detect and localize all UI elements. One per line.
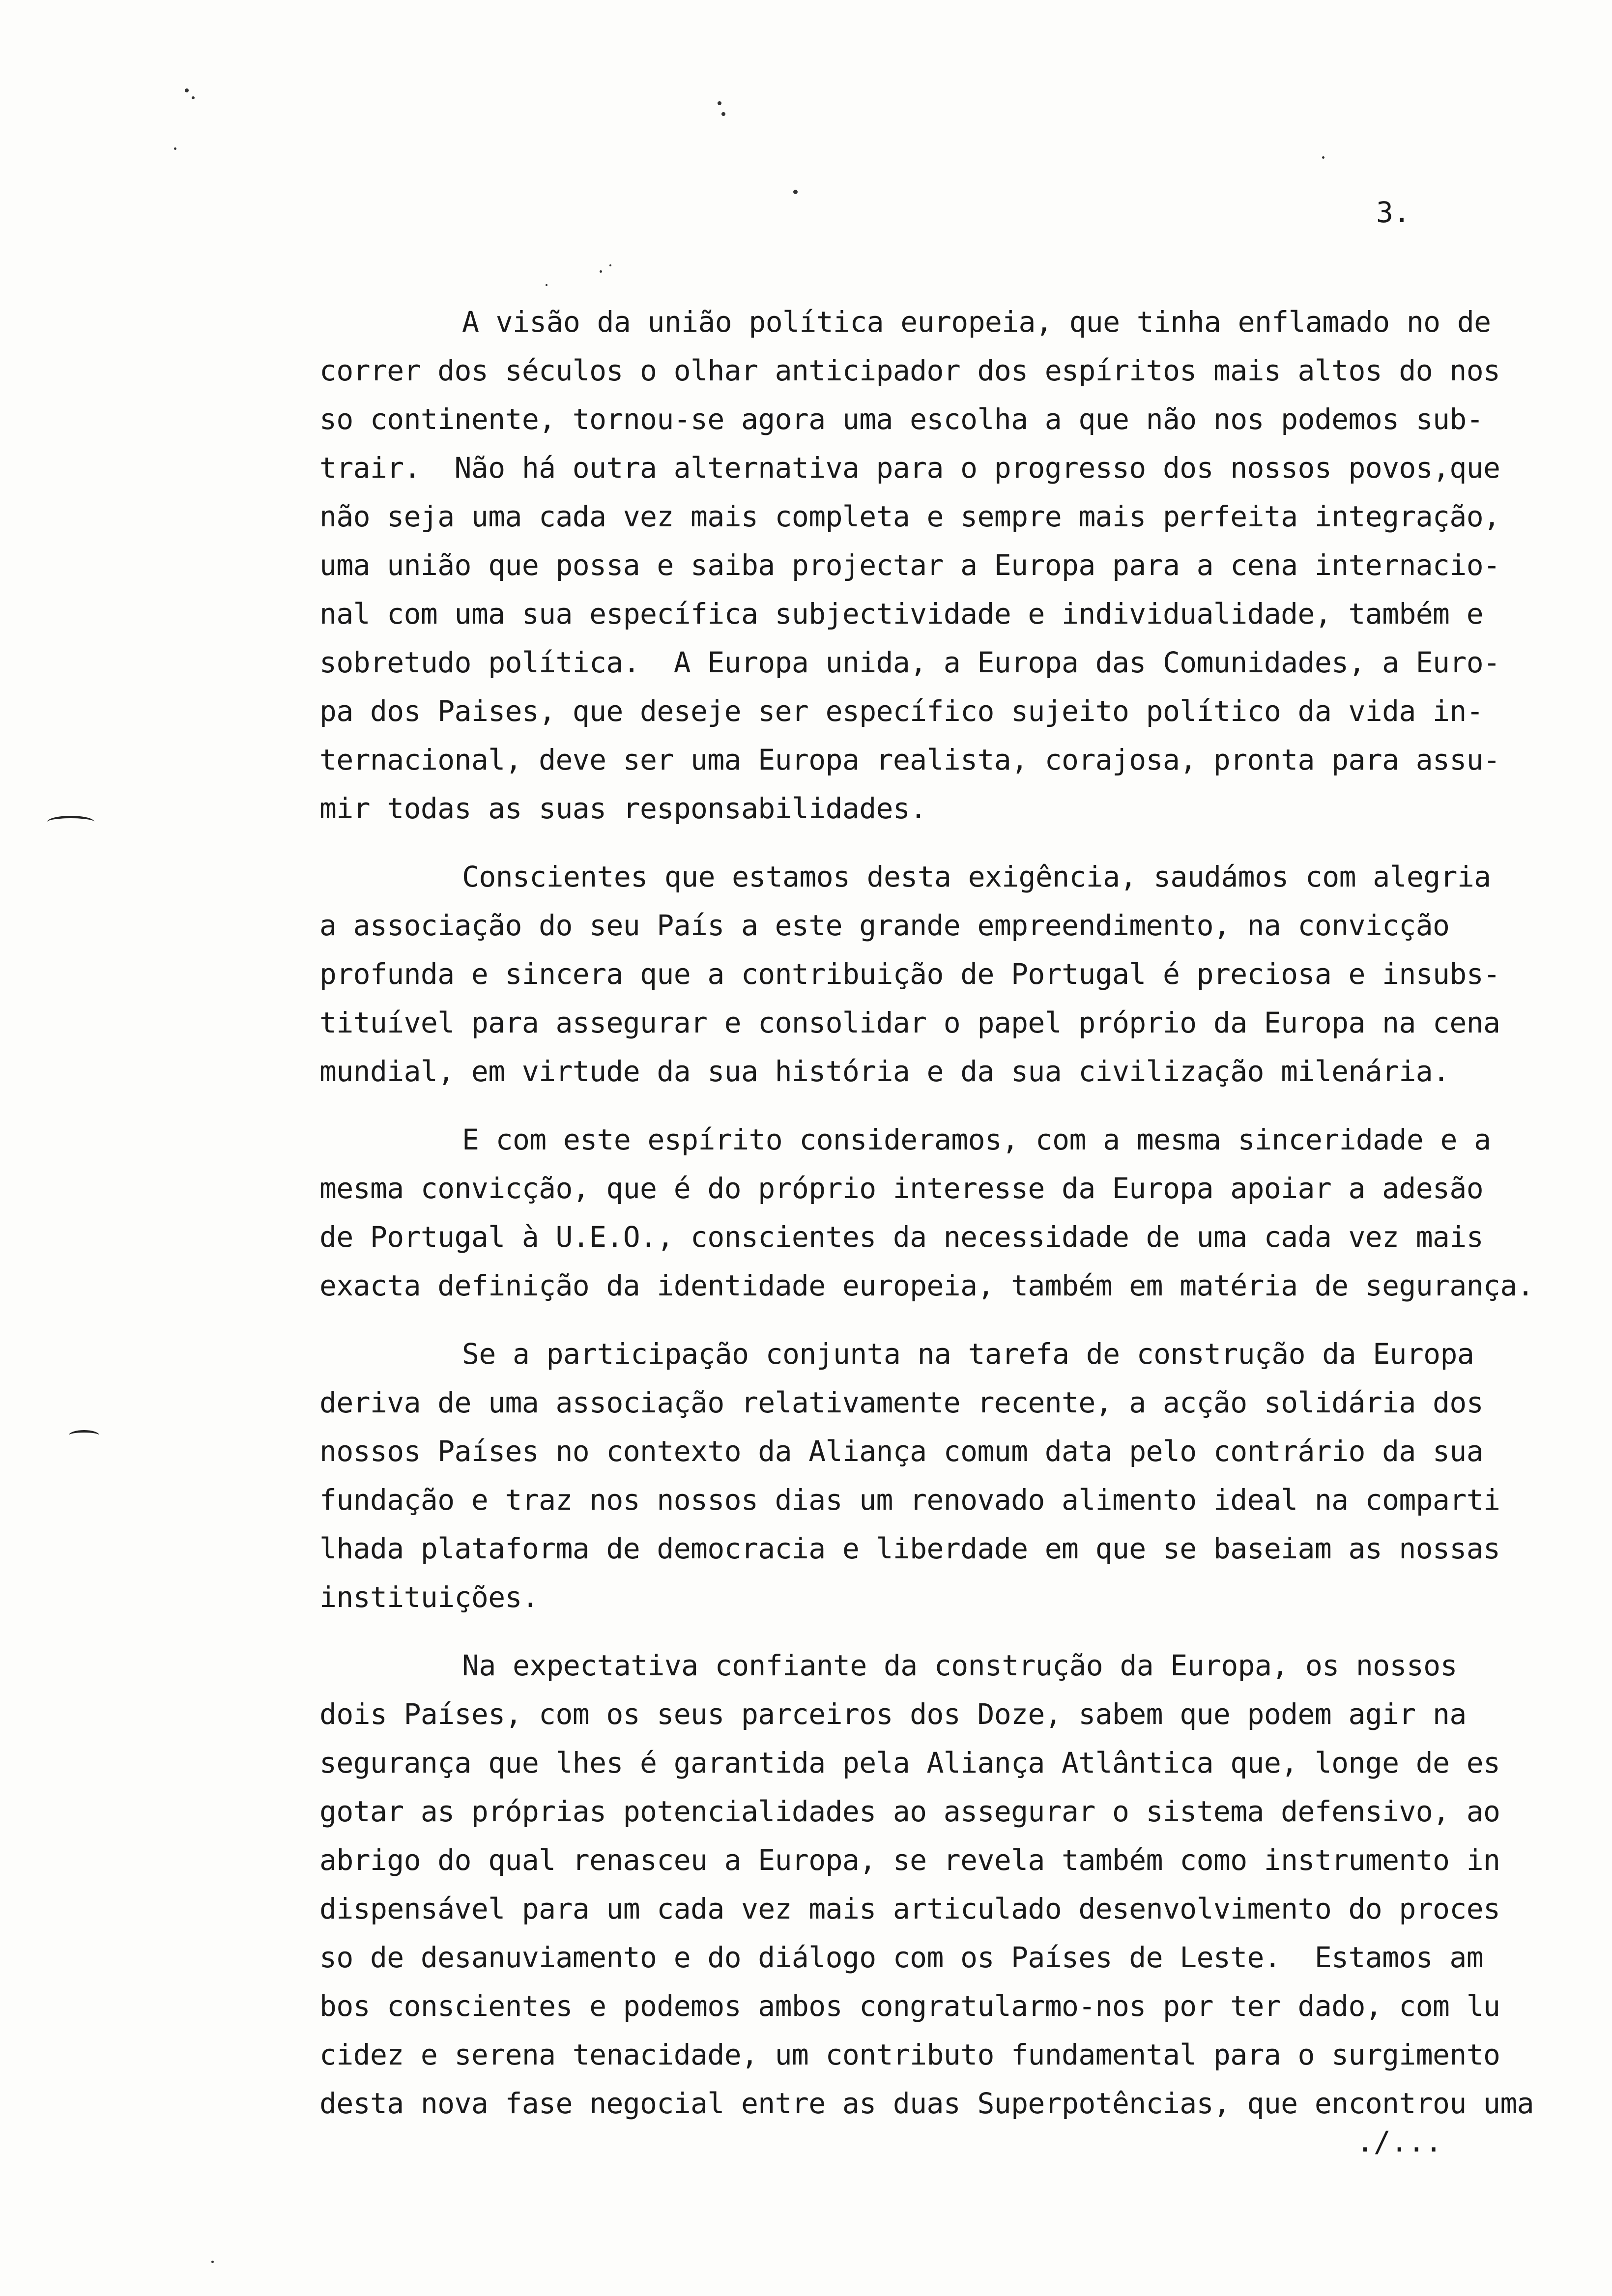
text-line: mir todas as suas responsabilidades. (319, 792, 927, 825)
text-line: fundação e traz nos nossos dias um renovado alimento ideal na comparti (319, 1483, 1500, 1517)
text-line: lhada plataforma de democracia e liberdade em que se baseiam as nossas (319, 1532, 1500, 1565)
text-line: não seja uma cada vez mais completa e sempre mais perfeita integração, (319, 500, 1500, 533)
text-line: instituições. (319, 1580, 539, 1614)
margin-mark (69, 1430, 99, 1440)
paragraph (319, 1330, 1524, 1622)
text-line: a associação do seu País a este grande empreendimento, na convicção (319, 909, 1450, 942)
text-line: E com este espírito consideramos, com a mesma sinceridade e a (462, 1123, 1491, 1156)
text-line: de Portugal à U.E.O., conscientes da necessidade de uma cada vez mais (319, 1220, 1484, 1254)
text-line: deriva de uma associação relativamente recente, a acção solidária dos (319, 1386, 1484, 1419)
text-line: exacta definição da identidade europeia, também em matéria de segurança. (319, 1269, 1534, 1302)
text-line: uma união que possa e saiba projectar a Europa para a cena internacio- (319, 548, 1500, 582)
text-line: ternacional, deve ser uma Europa realista, corajosa, pronta para assu- (319, 743, 1500, 776)
scan-speck (211, 2261, 214, 2263)
margin-mark (47, 816, 94, 828)
scan-speck (609, 264, 611, 266)
text-line: desta nova fase negocial entre as duas Superpotências, que encontrou uma (319, 2087, 1534, 2120)
scan-speck (721, 112, 725, 116)
scan-speck (600, 270, 602, 273)
scan-speck (546, 284, 547, 286)
scan-speck (1322, 156, 1324, 159)
scan-speck (192, 96, 195, 99)
text-line: abrigo do qual renasceu a Europa, se revela também como instrumento in (319, 1843, 1500, 1877)
text-line: nossos Países no contexto da Aliança comum data pelo contrário da sua (319, 1435, 1484, 1468)
text-line: trair. Não há outra alternativa para o progresso dos nossos povos,que (319, 451, 1500, 485)
text-line: mesma convicção, que é do próprio interesse da Europa apoiar a adesão (319, 1172, 1484, 1205)
text-line: A visão da união política europeia, que tinha enflamado no de (462, 305, 1491, 339)
body-text (319, 298, 1534, 2148)
text-line: segurança que lhes é garantida pela Aliança Atlântica que, longe de es (319, 1746, 1500, 1779)
text-line: bos conscientes e podemos ambos congratularmo-nos por ter dado, com lu (319, 1989, 1500, 2023)
text-line: tituível para assegurar e consolidar o papel próprio da Europa na cena (319, 1006, 1500, 1039)
text-line: Na expectativa confiante da construção da Europa, os nossos (462, 1649, 1457, 1682)
scan-speck (793, 190, 798, 194)
text-line: Conscientes que estamos desta exigência, saudámos com alegria (462, 860, 1491, 893)
text-line: dispensável para um cada vez mais articulado desenvolvimento do proces (319, 1892, 1500, 1925)
text-line: correr dos séculos o olhar anticipador dos espíritos mais altos do nos (319, 354, 1500, 387)
text-line: so continente, tornou-se agora uma escolha a que não nos podemos sub- (319, 402, 1484, 436)
text-line: sobretudo política. A Europa unida, a Europa das Comunidades, a Euro- (319, 646, 1500, 679)
paragraph (319, 1641, 1534, 2128)
scan-speck (174, 147, 176, 150)
text-line: Se a participação conjunta na tarefa de construção da Europa (462, 1337, 1474, 1371)
scan-speck (718, 101, 721, 105)
paragraph (319, 1116, 1534, 1310)
text-line: so de desanuviamento e do diálogo com os Países de Leste. Estamos am (319, 1941, 1484, 1974)
text-line: nal com uma sua específica subjectividade e individualidade, também e (319, 597, 1484, 631)
text-line: gotar as próprias potencialidades ao assegurar o sistema defensivo, ao (319, 1795, 1500, 1828)
continuation-mark: ./... (1356, 2125, 1442, 2158)
paragraph (319, 298, 1524, 833)
text-line: mundial, em virtude da sua história e da sua civilização milenária. (319, 1055, 1450, 1088)
page-number: 3. (1376, 196, 1410, 229)
text-line: dois Países, com os seus parceiros dos Doze, sabem que podem agir na (319, 1697, 1467, 1731)
text-line: pa dos Paises, que deseje ser específico sujeito político da vida in- (319, 694, 1484, 728)
paragraph (319, 853, 1524, 1096)
scan-speck (185, 88, 189, 92)
text-line: cidez e serena tenacidade, um contributo fundamental para o surgimento (319, 2038, 1500, 2071)
text-line: profunda e sincera que a contribuição de Portugal é preciosa e insubs- (319, 957, 1500, 991)
